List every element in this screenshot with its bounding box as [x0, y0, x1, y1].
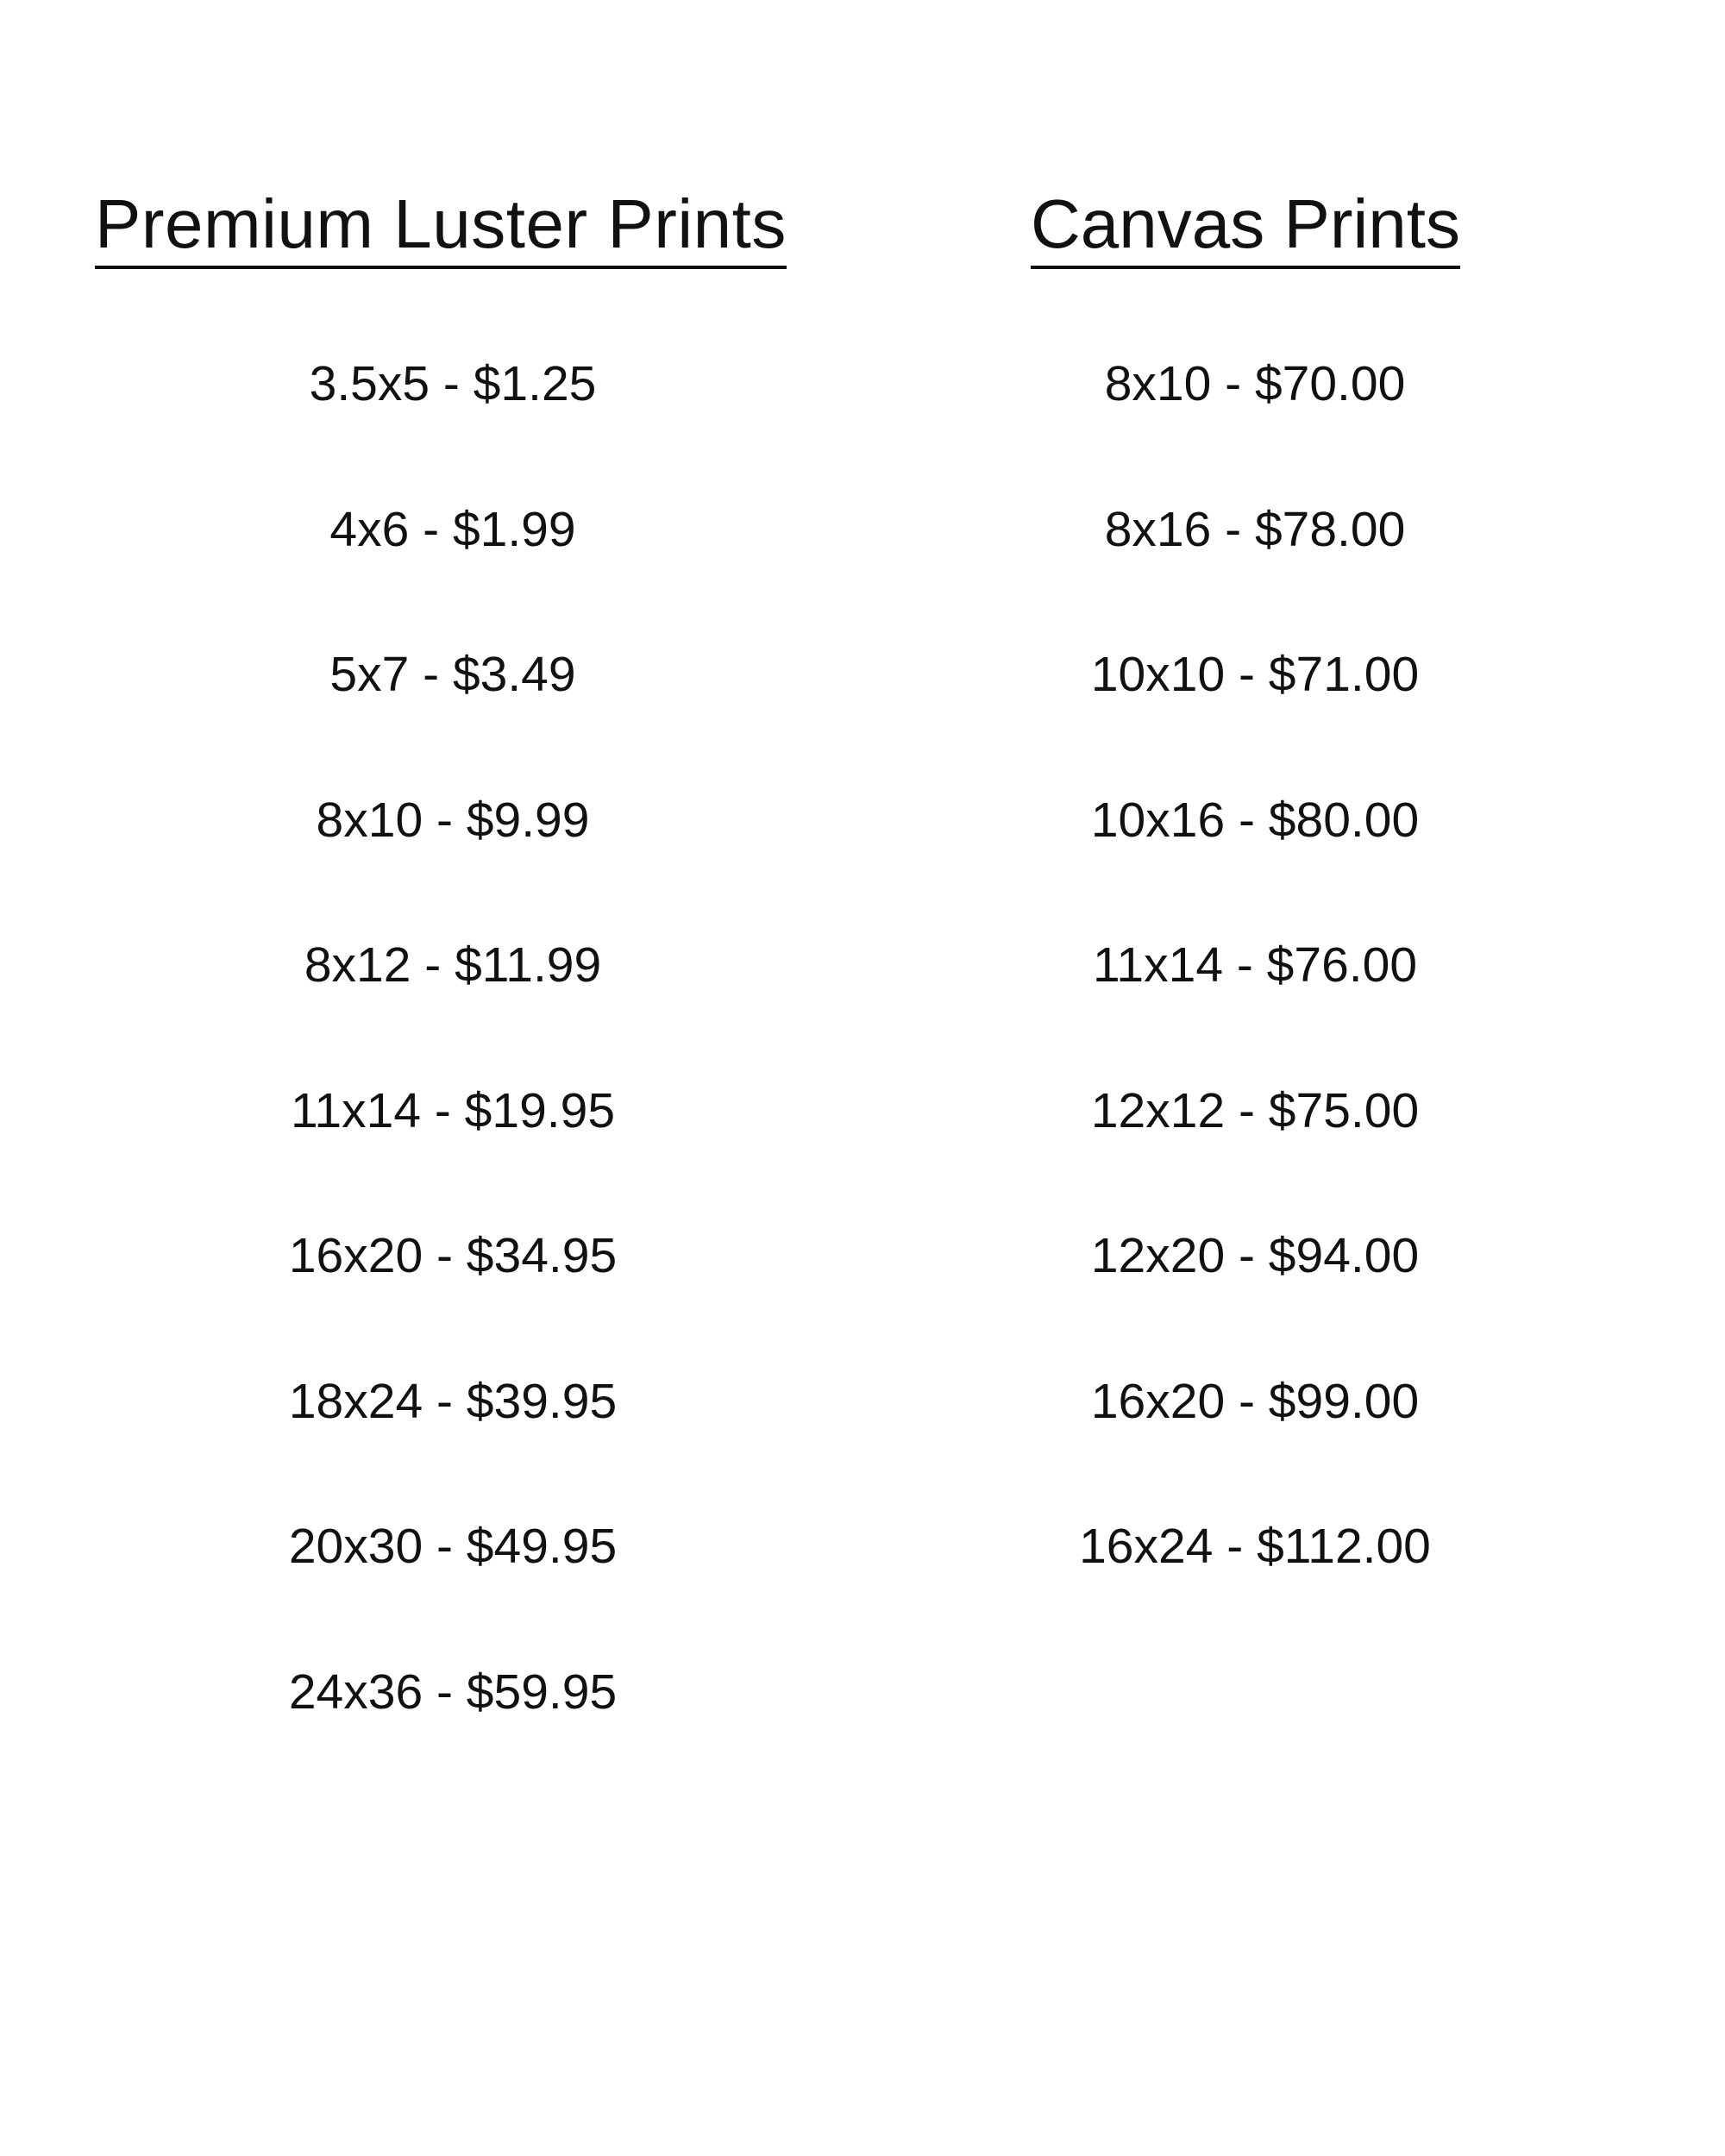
price-item: 5x7 - $3.49 — [329, 647, 576, 702]
price-item: 12x20 - $94.00 — [1090, 1228, 1420, 1283]
luster-prints-heading: Premium Luster Prints — [95, 190, 787, 269]
price-item: 8x10 - $9.99 — [316, 792, 590, 848]
price-item: 18x24 - $39.95 — [288, 1373, 618, 1429]
luster-price-list — [95, 354, 811, 1807]
canvas-price-list — [1031, 354, 1479, 1662]
price-item: 16x24 - $112.00 — [1079, 1519, 1431, 1574]
price-item: 12x12 - $75.00 — [1090, 1082, 1420, 1138]
price-item: 16x20 - $34.95 — [288, 1228, 618, 1283]
canvas-prints-column — [1031, 185, 1479, 1574]
price-item: 11x14 - $76.00 — [1092, 937, 1418, 993]
price-item: 24x36 - $59.95 — [288, 1664, 618, 1720]
price-item: 10x10 - $71.00 — [1090, 647, 1420, 702]
price-item: 3.5x5 - $1.25 — [309, 356, 597, 411]
canvas-prints-heading: Canvas Prints — [1031, 190, 1460, 269]
price-item: 16x20 - $99.00 — [1090, 1373, 1420, 1429]
price-item: 20x30 - $49.95 — [288, 1519, 618, 1574]
price-item: 8x10 - $70.00 — [1104, 356, 1406, 411]
price-item: 4x6 - $1.99 — [329, 501, 576, 557]
price-item: 11x14 - $19.95 — [290, 1082, 616, 1138]
price-item: 10x16 - $80.00 — [1090, 792, 1420, 848]
price-item: 8x16 - $78.00 — [1104, 501, 1406, 557]
price-item: 8x12 - $11.99 — [304, 937, 602, 993]
luster-prints-column — [95, 185, 811, 1720]
